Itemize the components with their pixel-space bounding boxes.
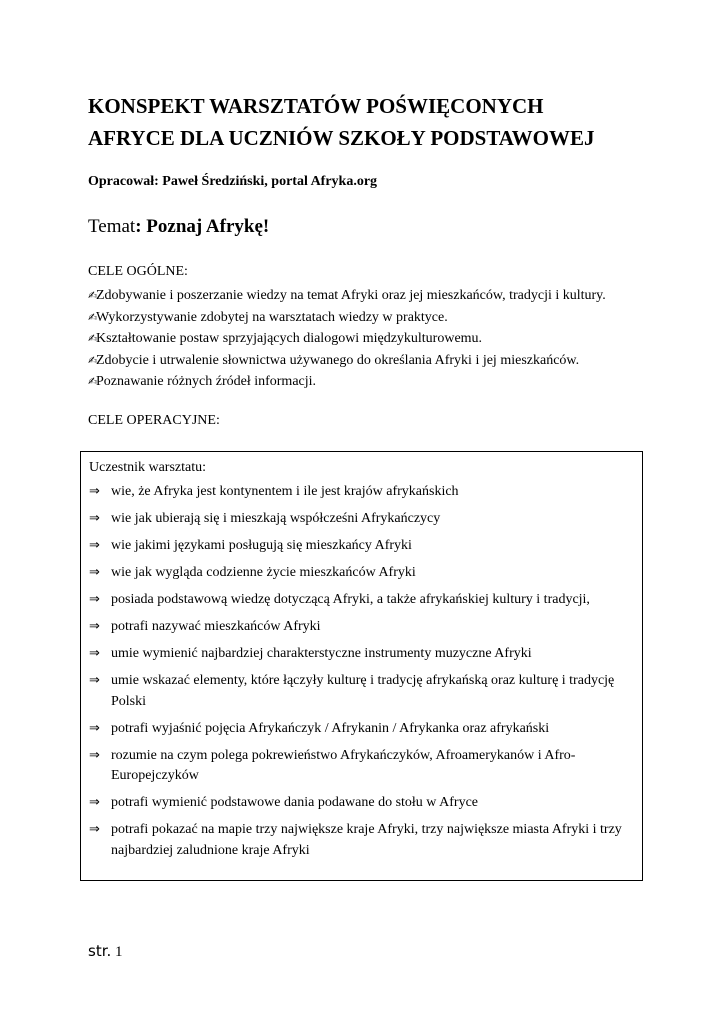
topic-label: Temat — [88, 216, 136, 237]
double-arrow-right-icon: ⇒ — [89, 795, 100, 810]
general-goals-heading: CELE OGÓLNE: — [88, 264, 188, 279]
general-goals-list — [88, 285, 606, 393]
operational-goal-item — [89, 617, 634, 638]
writing-hand-icon: ✍ — [88, 310, 98, 324]
operational-goal-text: umie wskazać elementy, które łączyły kulturę i tradycję afrykańską oraz kulturę i tradycję Polski — [111, 673, 615, 709]
title-line-1: KONSPEKT WARSZTATÓW POŚWIĘCONYCH — [88, 94, 544, 118]
page-footer — [88, 942, 123, 961]
double-arrow-right-icon: ⇒ — [89, 646, 100, 661]
writing-hand-icon: ✍ — [88, 375, 98, 388]
double-arrow-right-icon: ⇒ — [89, 822, 100, 837]
operational-goal-text: potrafi wyjaśnić pojęcia Afrykańczyk / Afrykanin / Afrykanka oraz afrykański — [111, 720, 550, 736]
operational-goal-text: wie jak ubierają się i mieszkają współcześni Afrykańczycy — [111, 511, 441, 526]
double-arrow-right-icon: ⇒ — [89, 511, 100, 526]
general-goal-item — [88, 328, 606, 350]
double-arrow-right-icon: ⇒ — [89, 619, 100, 634]
operational-goal-item — [89, 536, 634, 557]
general-goal-item — [88, 307, 606, 329]
general-goal-text: Zdobycie i utrwalenie słownictwa używanego do określania Afryki i jej mieszkańców. — [96, 352, 580, 368]
operational-goals-list — [89, 482, 634, 861]
document-title — [88, 90, 668, 154]
general-goal-text: Zdobywanie i poszerzanie wiedzy na temat Afryki oraz jej mieszkańców, tradycji i kultury. — [96, 288, 606, 303]
general-goal-text: Wykorzystywanie zdobytej na warsztatach wiedzy w praktyce. — [96, 309, 448, 325]
operational-goal-item — [89, 793, 634, 814]
general-goal-item — [88, 371, 606, 393]
operational-goal-text: umie wymienić najbardziej charakterstyczne instrumenty muzyczne Afryki — [111, 646, 532, 661]
double-arrow-right-icon: ⇒ — [89, 484, 100, 499]
writing-hand-icon: ✍ — [88, 289, 98, 302]
double-arrow-right-icon: ⇒ — [89, 565, 100, 580]
operational-goal-text: posiada podstawową wiedzę dotyczącą Afryki, a także afrykańskiej kultury i tradycji, — [111, 592, 590, 607]
operational-goal-text: wie, że Afryka jest kontynentem i ile jest krajów afrykańskich — [111, 484, 459, 499]
double-arrow-right-icon: ⇒ — [89, 747, 100, 763]
operational-goal-item — [89, 746, 634, 787]
topic-value: : Poznaj Afrykę! — [135, 216, 270, 237]
operational-goal-item — [89, 509, 634, 530]
operational-goal-text: potrafi pokazać na mapie trzy największe kraje Afryki, trzy największe miasta Afryki i trzy najbardziej zaludnione kraje Afryki — [111, 822, 622, 858]
title-line-2: AFRYCE DLA UCZNIÓW SZKOŁY PODSTAWOWEJ — [88, 126, 595, 150]
operational-goal-item — [89, 482, 634, 503]
operational-goal-text: wie jakimi językami posługują się mieszkańcy Afryki — [111, 538, 412, 553]
operational-goal-item — [89, 590, 634, 611]
operational-goal-text: potrafi nazywać mieszkańców Afryki — [111, 619, 321, 634]
topic-line — [88, 216, 269, 238]
writing-hand-icon: ✍ — [88, 353, 98, 367]
double-arrow-right-icon: ⇒ — [89, 538, 100, 553]
operational-goal-item — [89, 563, 634, 584]
page-label: str. — [88, 942, 112, 960]
operational-goal-item — [89, 644, 634, 665]
general-goal-text: Poznawanie różnych źródeł informacji. — [96, 374, 317, 389]
operational-goals-heading: CELE OPERACYJNE: — [88, 413, 220, 428]
double-arrow-right-icon: ⇒ — [89, 720, 100, 736]
general-goal-item — [88, 285, 606, 307]
operational-goal-item — [89, 820, 634, 861]
operational-goal-text: rozumie na czym polega pokrewieństwo Afrykańczyków, Afroamerykanów i Afro-Europejczyków — [111, 747, 576, 783]
double-arrow-right-icon: ⇒ — [89, 592, 100, 607]
page-number: 1 — [115, 944, 123, 960]
operational-goals-intro: Uczestnik warsztatu: — [89, 460, 207, 475]
operational-goal-item — [89, 671, 634, 712]
operational-goal-text: potrafi wymienić podstawowe dania podawane do stołu w Afryce — [111, 795, 479, 810]
writing-hand-icon: ✍ — [88, 332, 98, 345]
general-goal-text: Kształtowanie postaw sprzyjających dialogowi międzykulturowemu. — [96, 331, 483, 346]
general-goal-item — [88, 350, 606, 372]
double-arrow-right-icon: ⇒ — [89, 673, 100, 688]
author-line: Opracował: Paweł Średziński, portal Afryka.org — [88, 174, 378, 189]
operational-goals-box — [80, 451, 643, 881]
operational-goal-text: wie jak wygląda codzienne życie mieszkańców Afryki — [111, 565, 416, 580]
operational-goal-item — [89, 719, 634, 740]
